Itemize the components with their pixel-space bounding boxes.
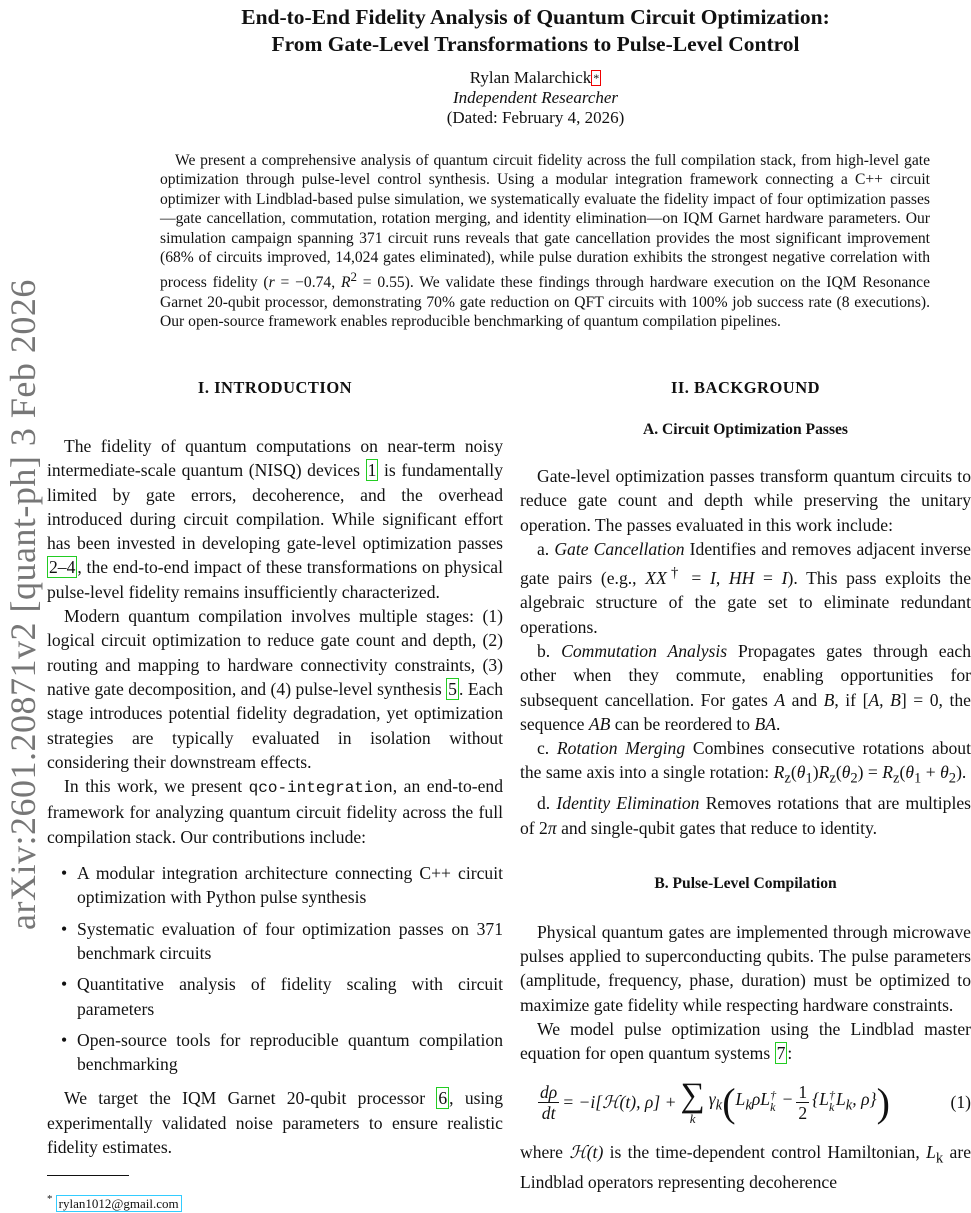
math-text: 2 [350,269,357,285]
affiliation: Independent Researcher [452,88,619,107]
math-text: 1 [805,770,813,787]
math-text: r [268,274,275,292]
citation-link[interactable]: 1 [367,460,377,481]
math-text: θ [905,762,915,783]
list-item-text: Systematic evaluation of four optimization passes on 371 benchmark circuits [77,918,503,963]
math-text: R [818,762,830,783]
intro-paragraph-3: In this work, we present qco-integration, an end-to-end framework for analyzing quantum circuit fidelity across the full compilation stack. Our contributions include: [47,776,503,847]
pass-rotation-merging: c. Rotation Merging Combines consecutive rotations about the same axis into a single rotation: $R_z(\theta_1)R_z(\theta_2) = R_z(\theta_1 + \theta_2)$. [520,738,971,787]
math-text: θ [841,762,851,783]
citation-link[interactable]: 2–4 [49,557,76,578]
math-text: L [926,1141,936,1162]
list-item-text: Quantitative analysis of fidelity scaling with circuit parameters [77,974,503,1019]
citation-link[interactable]: 6 [438,1088,448,1109]
intro-paragraph-4: We target the IQM Garnet 20-qubit processor 6 , using experimentally validated noise parameters to ensure realistic fidelity estimates. [47,1088,503,1158]
left-column [47,377,503,1213]
pass-identity-elimination: d. Identity Elimination Removes rotations that are multiples of 2π and single-qubit gates that reduce to identity. [520,793,971,838]
math-text: A [774,689,786,710]
author-name: Rylan Malarchick [469,68,592,87]
bullet-icon: • [61,1029,68,1050]
title-line-2: From Gate-Level Transformations to Pulse-Level Control [271,32,800,56]
eq-paren-open: ( [722,1079,736,1125]
abstract: We present a comprehensive analysis of quantum circuit fidelity across the full compilation stack, from high-level gate optimization through pulse-level control synthesis. Using a modular integration framework connecting a C++ circuit optimizer with Lindblad-based pulse simulation, we systematically evaluate the fidelity impact of four optimization passes—gate cancellation, commutation, rotation merging, and identity elimination—on IQM Garnet hardware parameters. Our simulation campaign spanning 371 circuit runs reveals that gate cancellation provides the most significant improvement (68% of circuits improved, 14,024 gates eliminated), while pulse duration exhibits the strongest negative correlation with process fidelity (r = −0.74, $R^2 = 0.55$). We validate these findings through hardware execution on the IQM Resonance Garnet 20-qubit processor, demonstrating 70% gate reduction on QFT circuits with 100% job success rate (8 executions). Our open-source framework enables reproducible benchmarking of quantum compilation pipelines. [160,152,930,331]
math-text: BA [754,713,776,734]
footnote [47,1190,503,1212]
math-text: z [893,770,900,787]
math-text: Rotation Merging [556,738,686,759]
math-text: π [547,817,557,838]
pulse-paragraph-2: We model pulse optimization using the Lindblad master equation for open quantum systems 7 : [520,1019,971,1064]
citation-link[interactable]: 7 [776,1043,786,1064]
list-item [61,1028,503,1077]
eq-sum-symbol: ∑ k [680,1076,705,1126]
intro-paragraph-2: Modern quantum compilation involves multiple stages: (1) logical circuit optimization to reduce gate count and depth, (2) routing and mapping to hardware connectivity constraints, (3) native gate decomposition, and (4) pulse-level synthesis 5 . Each stage introduces potential fidelity degradation, yet optimization strategies are typically evaluated in isolation without considering their downstream effects. [47,606,503,772]
eq-jump-term: $L_k\rho L$ † k − [735,1088,794,1115]
lindblad-equation [520,1076,971,1126]
math-text: Identity Elimination [556,793,700,814]
list-item-text: Open-source tools for reproducible quantum compilation benchmarking [77,1029,503,1075]
pass-gate-cancellation: a. Gate Cancellation Identifies and removes adjacent inverse gate pairs (e.g., XX† = I, HH = I). This pass exploits the algebraic structure of the gate set to eliminate redundant operations. [520,538,971,637]
code-text: qco-integration [248,779,393,798]
citation-link[interactable]: 5 [448,678,457,699]
eq-commutator-term: = −i[ℋ(t), ρ] + [562,1092,677,1113]
math-text: I [709,568,716,589]
pulse-paragraph-3: where ℋ(t) is the time-dependent control Hamiltonian, $L_k$ are Lindblad operators representing decoherence [520,1141,971,1193]
eq-derivative [538,1082,559,1123]
eq-sum-index: k [689,1110,696,1126]
math-text: R [882,762,893,783]
eq-gamma: $\gamma_k$ [708,1089,723,1114]
date: (Dated: February 4, 2026) [446,108,625,127]
subsection-heading-optimization-passes: A. Circuit Optimization Passes [642,421,849,438]
section-heading-background: II. BACKGROUND [670,378,821,397]
math-text: R [340,274,351,292]
math-text: B [823,689,835,710]
arxiv-stamp: arXiv:2601.20871v2 [quant-ph] 3 Feb 2026 [3,279,43,930]
pulse-section [520,874,971,1195]
list-item [61,861,503,910]
background-paragraph: Gate-level optimization passes transform quantum circuits to reduce gate count and depth while preserving the unitary operation. The passes evaluated in this work include: [520,466,971,535]
title-line-1: End-to-End Fidelity Analysis of Quantum Circuit Optimization: [241,5,830,29]
right-column [520,377,971,1195]
bullet-icon: • [61,863,68,884]
math-text: θ [796,762,806,783]
pass-commutation-analysis: b. Commutation Analysis Propagates gates through each other when they commute, enabling opportunities for subsequent cancellation. For gates A and B, if [A, B] = 0, the sequence AB can be reordered to BA. [520,640,971,734]
list-item-text: A modular integration architecture connecting C++ circuit optimization with Python pulse synthesis [77,863,503,908]
math-text: AB [588,713,611,734]
math-text: ℋ(t) [569,1141,604,1162]
footnote-mark: * [47,1193,53,1206]
math-text: Commutation Analysis [561,640,728,661]
math-text: z [784,770,791,787]
eq-number: (1) [950,1092,971,1113]
author-footnote-link[interactable]: * [593,71,600,85]
eq-denominator: dt [541,1103,556,1124]
math-text: 2 [850,770,858,787]
eq-paren-close: ) [876,1079,890,1125]
bullet-icon: • [61,918,68,939]
footnote-divider [47,1175,129,1176]
eq-numerator: dρ [540,1082,558,1103]
math-text: I [781,568,788,589]
author-block [100,68,971,128]
paper-title [0,4,971,58]
math-text: z [829,770,836,787]
math-text: R [773,762,785,783]
pulse-paragraph-1: Physical quantum gates are implemented through microwave pulses applied to superconducting qubits. The pulse parameters (amplitude, frequency, phase, duration) must be optimized to maximize gate fidelity while respecting hardware constraints. [520,921,971,1015]
math-text: XX [645,568,667,589]
math-text: A, B [868,689,901,710]
math-text: k [935,1150,944,1167]
math-text: Gate Cancellation [554,538,685,559]
math-text: HH [728,568,755,589]
bullet-icon: • [61,974,68,995]
math-text: θ [940,762,949,783]
math-text: 2 [948,770,957,787]
section-heading-introduction: I. INTRODUCTION [197,378,353,397]
subsection-heading-pulse-compilation: B. Pulse-Level Compilation [654,874,837,892]
eq-half: $\frac{1}{2}$ [798,1082,808,1124]
contributions-list [47,861,503,1076]
list-item [61,972,503,1021]
eq-anticommutator: {L † k $L_k$, ρ} [812,1088,877,1115]
math-text: 1 [914,770,922,787]
email-link[interactable]: rylan1012@gmail.com [56,1195,182,1212]
intro-paragraph-1: The fidelity of quantum computations on near-term noisy intermediate-scale quantum (NISQ) devices 1 is fundamentally limited by gate errors, decoherence, and the overhead introduced during circuit compilation. While significant effort has been invested in developing gate-level optimization passes 2–4 , the end-to-end impact of these transformations on physical pulse-level fidelity remains insufficiently characterized. [47,436,503,602]
list-item [61,917,503,966]
math-text: † [666,565,683,582]
